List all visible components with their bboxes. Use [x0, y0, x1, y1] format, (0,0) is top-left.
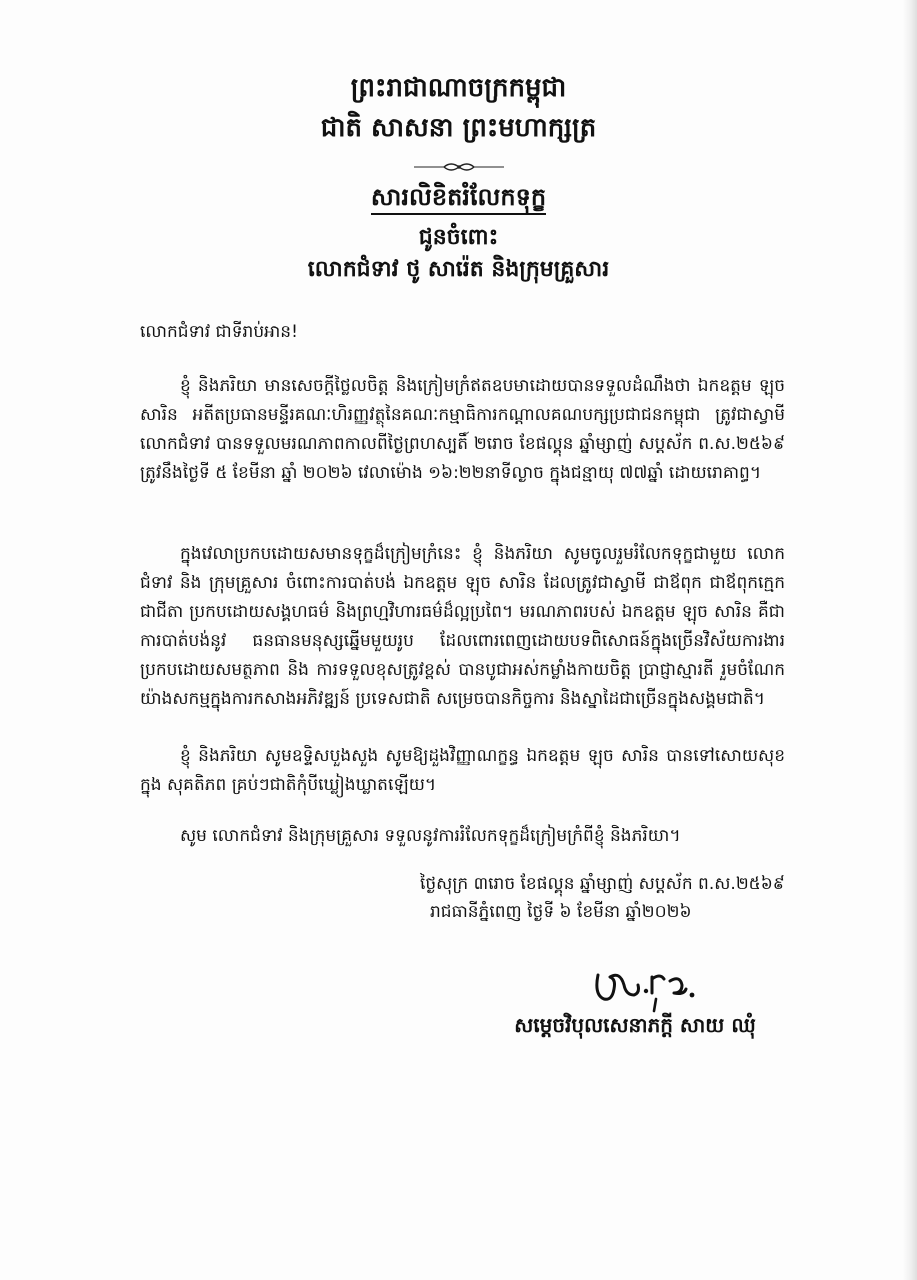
lunar-date: ថ្ងៃសុក្រ ៣រោច ខែផល្គុន ឆ្នាំម្សាញ់ សប្តស័ក ព.ស.២៥៦៩ — [420, 874, 785, 894]
salutation: លោកជំទាវ ជាទីរាប់អាន! — [140, 322, 298, 342]
letter-header — [0, 70, 917, 174]
paragraph-prayer: ខ្ញុំ និងភរិយា សូមឧទ្ទិសបួងសួង សូមឱ្យដួងវិញ្ញាណក្ខន្ធ ឯកឧត្តម ឡុច សារិន បានទៅសោយសុខក្នុង សុគតិភព គ្រប់ៗជាតិកុំបីឃ្លៀងឃ្លាតឡើយ។ — [140, 746, 785, 795]
national-motto: ជាតិ សាសនា ព្រះមហាក្សត្រ — [320, 113, 597, 143]
recipient-label: ជូនចំពោះ — [418, 225, 499, 250]
date-block — [420, 870, 800, 926]
solar-date: រាជធានីភ្នំពេញ ថ្ងៃទី ៦ ខែមីនា ឆ្នាំ២០២៦ — [430, 902, 692, 922]
kingdom-heading: ព្រះរាជាណាចក្រកម្ពុជា — [350, 73, 567, 103]
paragraph-condolence: ក្នុងវេលាប្រកបដោយសមានទុក្ខដ៏ក្រៀមក្រំនេះ ខ្ញុំ និងភរិយា សូមចូលរួមរំលែកទុក្ខជាមួយ លោកជំទាវ និង ក្រុមគ្រួសារ ចំពោះការបាត់បង់ ឯកឧត្តម ឡុច សារិន ដែលត្រូវជាស្វាមី ជាឪពុក ជាឪពុកក្មេក ជាជីតា ប្រកបដោយសង្គហធម៌ និងព្រហ្មវិហារធម៌ដ៏ល្អប្រពៃ។ មរណភាពរបស់ ឯកឧត្តម ឡុច សារិន គឺជាការបាត់បង់នូវ ធនធានមនុស្សឆ្នើមមួយរូប ដែលពោរពេញដោយបទពិសោធន៍ក្នុងច្រើនវិស័យការងារ ប្រកបដោយសមត្ថភាព និង ការទទួលខុសត្រូវខ្ពស់ បានបូជាអស់កម្លាំងកាយចិត្ត ប្រាជ្ញាស្មារតី រួមចំណែកយ៉ាងសកម្មក្នុងការកសាងអភិវឌ្ឍន៍ ប្រទេសជាតិ សម្រេចបានកិច្ចការ និងស្នាដៃជាច្រើនក្នុងសង្គមជាតិ។ — [140, 544, 785, 709]
paragraph-announcement: ខ្ញុំ និងភរិយា មានសេចក្តីថ្លៃលចិត្ត និងក្រៀមក្រំឥតឧបមាដោយបានទទួលដំណឹងថា ឯកឧត្តម ឡុច សារិន អតីតប្រធានមន្ទីរគណៈហិរញ្ញវត្ថុនៃគណៈកម្មាធិការកណ្តាលគណបក្សប្រជាជនកម្ពុជា ត្រូវជាស្វាមី លោកជំទាវ បានទទួលមរណភាពកាលពីថ្ងៃព្រហស្បតិ៍ ២រោច ខែផល្គុន ឆ្នាំម្សាញ់ សប្តស័ក ព.ស.២៥៦៩ ត្រូវនឹងថ្ងៃទី ៥ ខែមីនា ឆ្នាំ ២០២៦ វេលាម៉ោង ១៦:២២នាទីល្ងាច ក្នុងជន្មាយុ ៧៧ឆ្នាំ ដោយរោគាព្ធ។ — [140, 376, 785, 483]
paragraph-closing: សូម លោកជំទាវ និងក្រុមគ្រួសារ ទទួលនូវការរំលែកទុក្ខដ៏ក្រៀមក្រំពីខ្ញុំ និងភរិយា។ — [180, 826, 681, 846]
signatory-name: សម្តេចវិបុលសេនាភក្តី សាយ ឈុំ — [514, 1013, 756, 1037]
ornament-divider-icon — [414, 160, 504, 174]
letter-title — [0, 180, 917, 214]
recipient-name: លោកជំទាវ ថូ សារ៉េត និងក្រុមគ្រួសារ — [307, 257, 610, 282]
letter-title-text: សារលិខិតរំលែកទុក្ខ — [371, 183, 546, 215]
handwritten-signature-icon — [590, 955, 700, 1015]
